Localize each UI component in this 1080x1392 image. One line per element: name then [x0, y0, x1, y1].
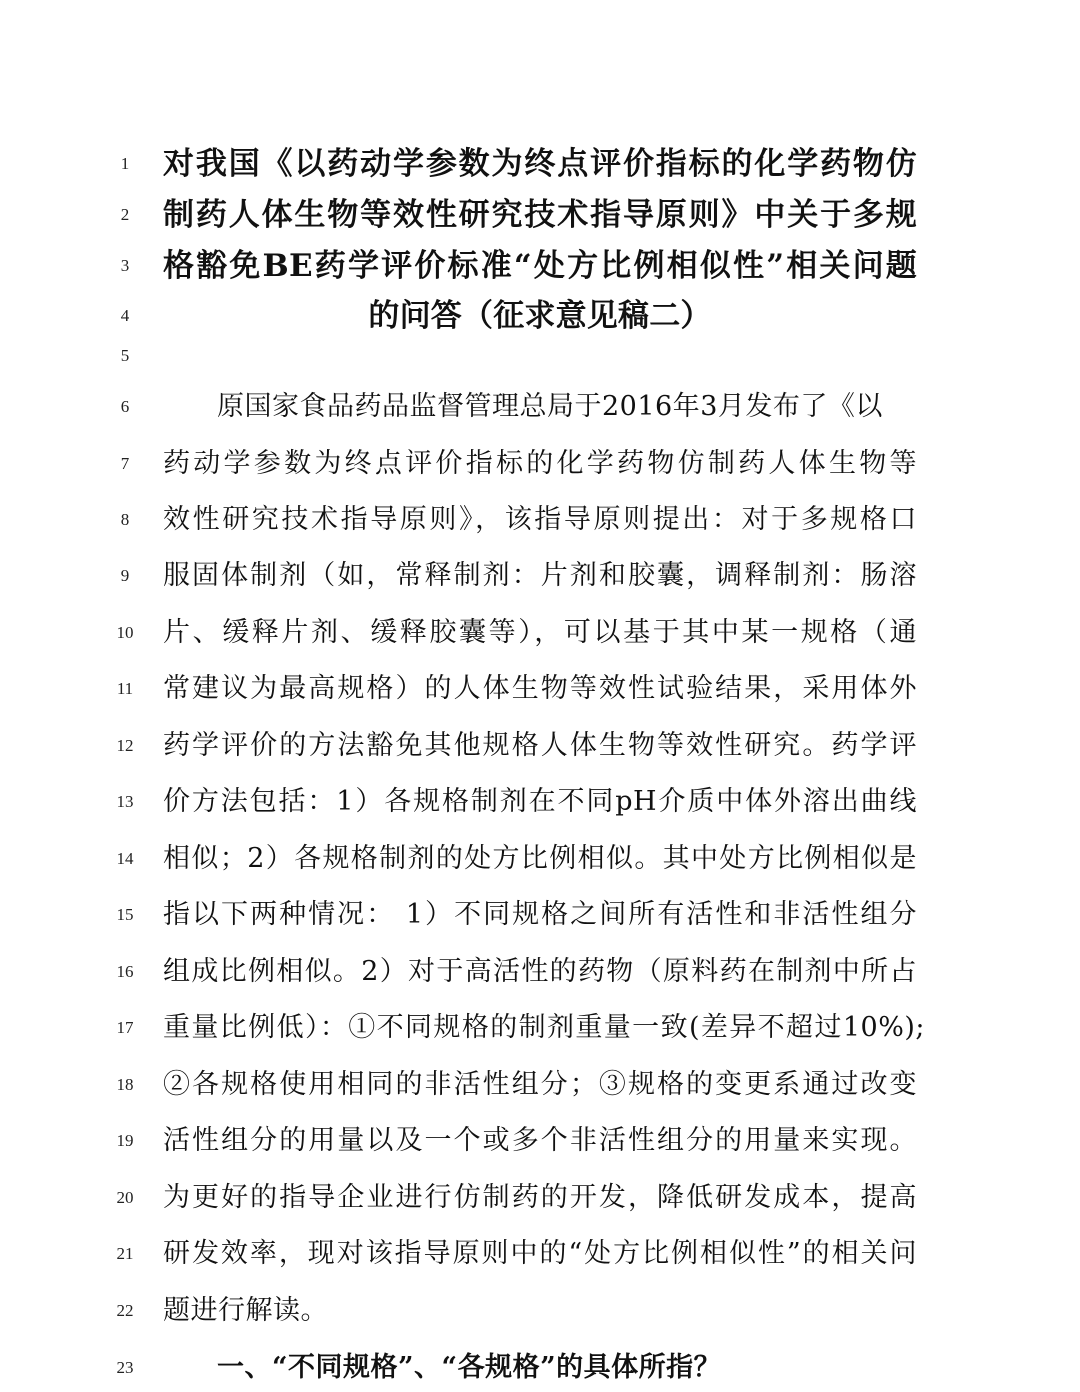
line-number: 14	[116, 849, 134, 868]
document-line	[0, 496, 1080, 544]
line-number: 3	[120, 256, 130, 275]
document-line	[0, 1061, 1080, 1109]
body-line: 活性组分的用量以及一个或多个非活性组分的用量来实现。	[163, 1125, 917, 1156]
line-number: 4	[120, 306, 130, 325]
line-number: 12	[116, 736, 134, 755]
title-line: 的问答（征求意见稿二）	[368, 298, 712, 334]
line-number: 7	[120, 454, 130, 473]
document-line	[0, 835, 1080, 883]
body-line: 为更好的指导企业进行仿制药的开发，降低研发成本，提高	[163, 1182, 917, 1213]
line-number: 11	[116, 679, 134, 698]
document-line	[0, 1287, 1080, 1335]
body-line: 价方法包括：1）各规格制剂在不同pH介质中体外溶出曲线	[163, 786, 917, 817]
document-line	[0, 1004, 1080, 1052]
body-line: 相似；2）各规格制剂的处方比例相似。其中处方比例相似是	[163, 843, 917, 874]
document-line	[0, 778, 1080, 826]
document-line	[0, 722, 1080, 770]
title-line: 对我国《以药动学参数为终点评价指标的化学药物仿	[163, 146, 917, 182]
line-number: 10	[116, 623, 134, 642]
document-line	[0, 552, 1080, 600]
line-number: 23	[116, 1358, 134, 1377]
line-number: 9	[120, 566, 130, 585]
document-line	[0, 891, 1080, 939]
document-line	[0, 440, 1080, 488]
title-line: 制药人体生物等效性研究技术指导原则》中关于多规	[163, 197, 917, 233]
body-line: 题进行解读。	[163, 1295, 328, 1326]
body-line: 片、缓释片剂、缓释胶囊等），可以基于其中某一规格（通	[163, 617, 917, 648]
document-line	[0, 242, 1080, 290]
body-line: 重量比例低）：①不同规格的制剂重量一致(差异不超过10%);	[163, 1012, 925, 1043]
document-line	[0, 191, 1080, 239]
line-number: 5	[120, 346, 130, 365]
line-number: 22	[116, 1301, 134, 1320]
line-number: 18	[116, 1075, 134, 1094]
line-number: 2	[120, 205, 130, 224]
body-line: 药动学参数为终点评价指标的化学药物仿制药人体生物等	[163, 448, 917, 479]
body-line: 常建议为最高规格）的人体生物等效性试验结果，采用体外	[163, 673, 917, 704]
body-line: 组成比例相似。2）对于高活性的药物（原料药在制剂中所占	[163, 956, 917, 987]
line-number: 19	[116, 1131, 134, 1150]
document-line	[0, 383, 1080, 431]
title-line: 格豁免BE药学评价标准“处方比例相似性”相关问题	[163, 248, 917, 284]
line-number: 6	[120, 397, 130, 416]
document-line	[0, 1344, 1080, 1392]
body-line: 效性研究技术指导原则》，该指导原则提出：对于多规格口	[163, 504, 917, 535]
line-number: 21	[116, 1244, 134, 1263]
document-line	[0, 665, 1080, 713]
document-line	[0, 1117, 1080, 1165]
document-line	[0, 609, 1080, 657]
body-line: 指以下两种情况： 1）不同规格之间所有活性和非活性组分	[163, 899, 917, 930]
body-line: 药学评价的方法豁免其他规格人体生物等效性研究。药学评	[163, 730, 917, 761]
body-line: 服固体制剂（如，常释制剂：片剂和胶囊，调释制剂：肠溶	[163, 560, 917, 591]
line-number: 16	[116, 962, 134, 981]
body-line: 原国家食品药品监督管理总局于2016年3月发布了《以	[217, 391, 883, 422]
line-number: 13	[116, 792, 134, 811]
document-line	[0, 140, 1080, 188]
document-line	[0, 948, 1080, 996]
line-number: 17	[116, 1018, 134, 1037]
document-line	[0, 1174, 1080, 1222]
line-number: 1	[120, 154, 130, 173]
body-line: 研发效率，现对该指导原则中的“处方比例相似性”的相关问	[163, 1238, 917, 1269]
document-line	[0, 332, 1080, 380]
line-number: 20	[116, 1188, 134, 1207]
document-line	[0, 1230, 1080, 1278]
section-heading: 一、“不同规格”、“各规格”的具体所指？	[217, 1352, 722, 1383]
body-line: ②各规格使用相同的非活性组分；③规格的变更系通过改变	[163, 1069, 917, 1100]
line-number: 15	[116, 905, 134, 924]
line-number: 8	[120, 510, 130, 529]
